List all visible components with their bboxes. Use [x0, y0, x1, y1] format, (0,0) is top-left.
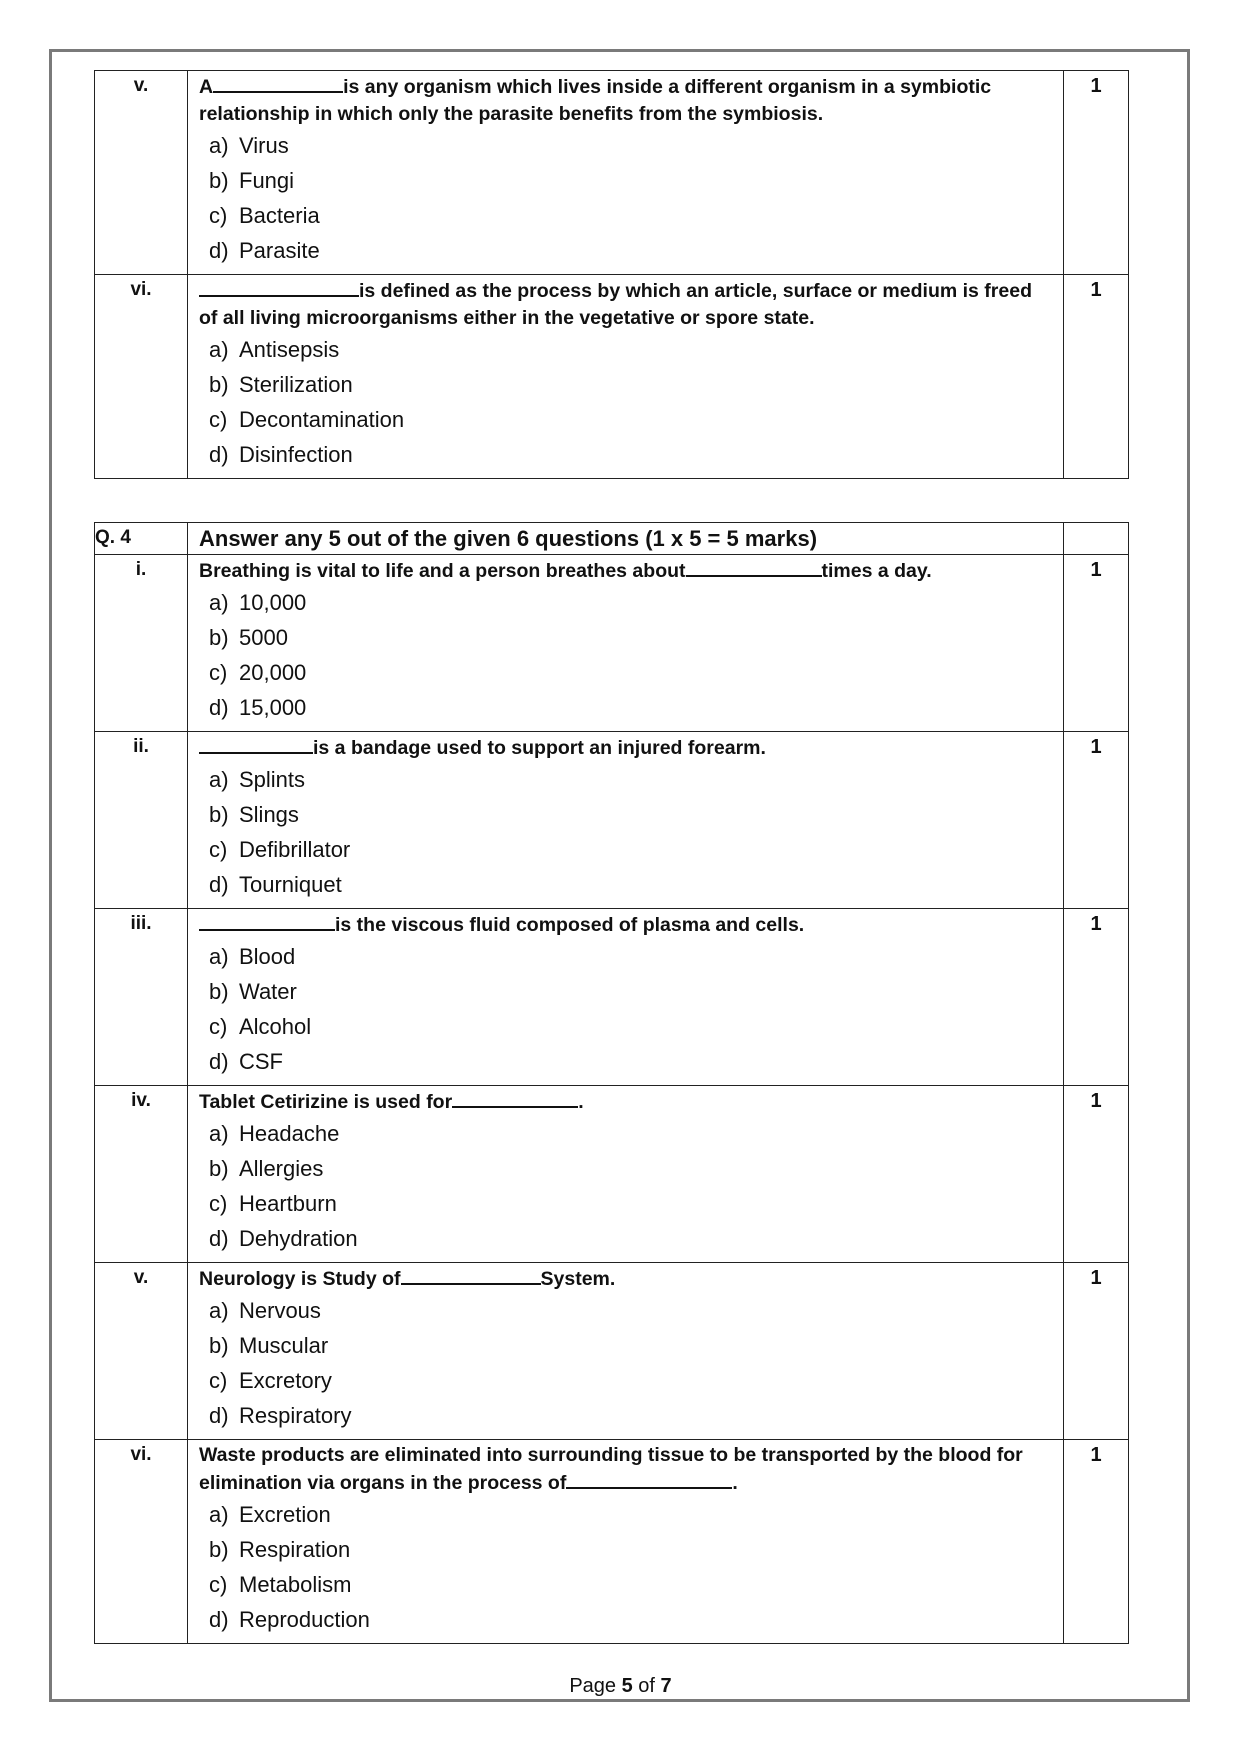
option-item: [209, 1186, 1053, 1221]
footer-page-number: 5: [621, 1675, 633, 1697]
question-row: [95, 555, 1129, 732]
options-list: [199, 762, 1053, 902]
options-list: [199, 1116, 1053, 1256]
options-list: [199, 1497, 1053, 1637]
option-text: Blood: [239, 944, 296, 969]
answer-blank: [401, 1265, 541, 1285]
stem-text-after: is any organism which lives inside a different organism in a symbiotic relationship in which only the parasite benefits from the symbiosis.: [199, 76, 992, 125]
question-instruction: Answer any 5 out of the given 6 questions (1 x 5 = 5 marks): [188, 523, 1064, 555]
option-item: [209, 832, 1053, 867]
option-text: Bacteria: [239, 203, 320, 228]
stem-text-after: .: [578, 1091, 584, 1113]
question-table-q3-continued: [94, 70, 1129, 479]
question-row: [95, 1086, 1129, 1263]
answer-blank: [213, 73, 343, 93]
option-text: Defibrillator: [239, 837, 351, 862]
option-item: [209, 1116, 1053, 1151]
option-letter: d): [209, 1049, 229, 1074]
question-marks: 1: [1064, 555, 1129, 732]
option-item: [209, 1532, 1053, 1567]
option-item: [209, 655, 1053, 690]
option-item: [209, 1602, 1053, 1637]
option-text: Sterilization: [239, 372, 353, 397]
question-content: [188, 1086, 1064, 1263]
question-row: [95, 71, 1129, 275]
question-table-q4: [94, 522, 1129, 1644]
option-item: [209, 198, 1053, 233]
question-stem: [199, 73, 1053, 128]
option-text: CSF: [239, 1049, 283, 1074]
question-content: [188, 555, 1064, 732]
option-text: Excretory: [239, 1368, 332, 1393]
option-text: Decontamination: [239, 407, 405, 432]
option-letter: d): [209, 238, 229, 263]
option-text: Slings: [239, 802, 299, 827]
answer-blank: [199, 734, 313, 754]
option-letter: c): [209, 407, 228, 432]
option-item: [209, 1567, 1053, 1602]
footer-page-total: 7: [660, 1675, 672, 1697]
option-text: Reproduction: [239, 1607, 370, 1632]
option-letter: c): [209, 1368, 228, 1393]
option-letter: b): [209, 1333, 229, 1358]
option-text: Muscular: [239, 1333, 329, 1358]
options-list: [199, 585, 1053, 725]
option-letter: b): [209, 625, 229, 650]
option-letter: b): [209, 1537, 229, 1562]
question-content: [188, 71, 1064, 275]
answer-blank: [199, 911, 335, 931]
option-item: [209, 974, 1053, 1009]
option-item: [209, 1293, 1053, 1328]
option-letter: a): [209, 1121, 229, 1146]
option-letter: a): [209, 133, 229, 158]
header-marks-cell: [1064, 523, 1129, 555]
option-item: [209, 690, 1053, 725]
option-letter: c): [209, 203, 228, 228]
options-list: [199, 332, 1053, 472]
option-text: Disinfection: [239, 442, 353, 467]
question-content: [188, 275, 1064, 479]
footer-of-word: of: [638, 1675, 655, 1697]
question-marks: 1: [1064, 275, 1129, 479]
stem-text-before: A: [199, 76, 214, 98]
option-letter: b): [209, 372, 229, 397]
option-letter: a): [209, 1298, 229, 1323]
question-number: vi.: [95, 1440, 188, 1644]
question-number: iii.: [95, 909, 188, 1086]
question-marks: 1: [1064, 1263, 1129, 1440]
option-letter: c): [209, 1191, 228, 1216]
stem-text-before: Tablet Cetirizine is used for: [199, 1091, 453, 1113]
option-text: Heartburn: [239, 1191, 337, 1216]
option-text: Splints: [239, 767, 306, 792]
question-stem: [199, 1442, 1053, 1497]
stem-text-after: is a bandage used to support an injured forearm.: [313, 737, 766, 759]
answer-blank: [199, 277, 359, 297]
question-marks: 1: [1064, 1086, 1129, 1263]
stem-text-after: .: [732, 1472, 738, 1494]
option-text: Antisepsis: [239, 337, 340, 362]
question-marks: 1: [1064, 1440, 1129, 1644]
option-item: [209, 797, 1053, 832]
option-text: Headache: [239, 1121, 340, 1146]
option-item: [209, 1044, 1053, 1079]
option-text: Excretion: [239, 1502, 331, 1527]
option-letter: d): [209, 442, 229, 467]
option-item: [209, 1497, 1053, 1532]
question-number: v.: [95, 1263, 188, 1440]
option-text: Dehydration: [239, 1226, 358, 1251]
option-item: [209, 402, 1053, 437]
stem-text-after: is defined as the process by which an article, surface or medium is freed of all living microorganisms either in the vegetative or spore state.: [199, 280, 1032, 329]
question-header-row: [95, 523, 1129, 555]
option-text: Respiration: [239, 1537, 351, 1562]
option-text: Metabolism: [239, 1572, 352, 1597]
option-letter: d): [209, 695, 229, 720]
option-text: Tourniquet: [239, 872, 342, 897]
answer-blank: [566, 1469, 732, 1489]
question-row: [95, 275, 1129, 479]
option-item: [209, 585, 1053, 620]
option-item: [209, 332, 1053, 367]
question-marks: 1: [1064, 71, 1129, 275]
option-letter: d): [209, 1607, 229, 1632]
stem-text-before: Waste products are eliminated into surrounding tissue to be transported by the blood for elimination via organs in the process of: [199, 1444, 1023, 1494]
options-list: [199, 939, 1053, 1079]
option-text: Water: [239, 979, 297, 1004]
option-text: Alcohol: [239, 1014, 312, 1039]
question-stem: [199, 277, 1053, 332]
question-number: iv.: [95, 1086, 188, 1263]
question-marks: 1: [1064, 909, 1129, 1086]
option-item: [209, 1221, 1053, 1256]
option-text: Respiratory: [239, 1403, 352, 1428]
options-list: [199, 128, 1053, 268]
option-text: Allergies: [239, 1156, 324, 1181]
option-item: [209, 1398, 1053, 1433]
question-stem: [199, 911, 1053, 939]
option-text: Virus: [239, 133, 289, 158]
option-item: [209, 1009, 1053, 1044]
question-content: [188, 909, 1064, 1086]
option-item: [209, 437, 1053, 472]
answer-blank: [452, 1088, 578, 1108]
option-letter: a): [209, 337, 229, 362]
options-list: [199, 1293, 1053, 1433]
option-letter: d): [209, 872, 229, 897]
option-item: [209, 233, 1053, 268]
question-row: [95, 909, 1129, 1086]
option-letter: d): [209, 1403, 229, 1428]
question-stem: [199, 1088, 1053, 1116]
option-text: Parasite: [239, 238, 320, 263]
question-label: Q. 4: [95, 523, 188, 555]
stem-text-after: times a day.: [821, 560, 932, 582]
option-item: [209, 1363, 1053, 1398]
question-stem: [199, 557, 1053, 585]
option-letter: c): [209, 660, 228, 685]
page-footer: [0, 1675, 1241, 1698]
question-content: [188, 1440, 1064, 1644]
option-item: [209, 128, 1053, 163]
option-letter: d): [209, 1226, 229, 1251]
option-text: 15,000: [239, 695, 307, 720]
question-number: i.: [95, 555, 188, 732]
question-row: [95, 1440, 1129, 1644]
option-item: [209, 163, 1053, 198]
question-marks: 1: [1064, 732, 1129, 909]
question-stem: [199, 734, 1053, 762]
question-row: [95, 1263, 1129, 1440]
option-item: [209, 762, 1053, 797]
option-text: 10,000: [239, 590, 307, 615]
option-item: [209, 1328, 1053, 1363]
stem-text-before: Breathing is vital to life and a person breathes about: [199, 560, 686, 582]
option-letter: b): [209, 979, 229, 1004]
question-number: vi.: [95, 275, 188, 479]
option-item: [209, 867, 1053, 902]
footer-page-word: Page: [569, 1675, 617, 1697]
option-letter: c): [209, 837, 228, 862]
stem-text-before: Neurology is Study of: [199, 1268, 401, 1290]
option-letter: c): [209, 1572, 228, 1597]
question-stem: [199, 1265, 1053, 1293]
option-item: [209, 367, 1053, 402]
option-letter: b): [209, 1156, 229, 1181]
option-letter: b): [209, 802, 229, 827]
option-letter: a): [209, 590, 229, 615]
stem-text-after: System.: [540, 1268, 616, 1290]
option-letter: c): [209, 1014, 228, 1039]
option-text: Nervous: [239, 1298, 321, 1323]
option-item: [209, 620, 1053, 655]
question-row: [95, 732, 1129, 909]
option-item: [209, 1151, 1053, 1186]
stem-text-after: is the viscous fluid composed of plasma and cells.: [335, 914, 805, 936]
option-text: 20,000: [239, 660, 307, 685]
question-content: [188, 1263, 1064, 1440]
option-item: [209, 939, 1053, 974]
option-letter: b): [209, 168, 229, 193]
option-letter: a): [209, 944, 229, 969]
option-text: 5000: [239, 625, 288, 650]
option-letter: a): [209, 1502, 229, 1527]
question-number: ii.: [95, 732, 188, 909]
question-content: [188, 732, 1064, 909]
question-number: v.: [95, 71, 188, 275]
answer-blank: [686, 557, 822, 577]
option-text: Fungi: [239, 168, 295, 193]
option-letter: a): [209, 767, 229, 792]
